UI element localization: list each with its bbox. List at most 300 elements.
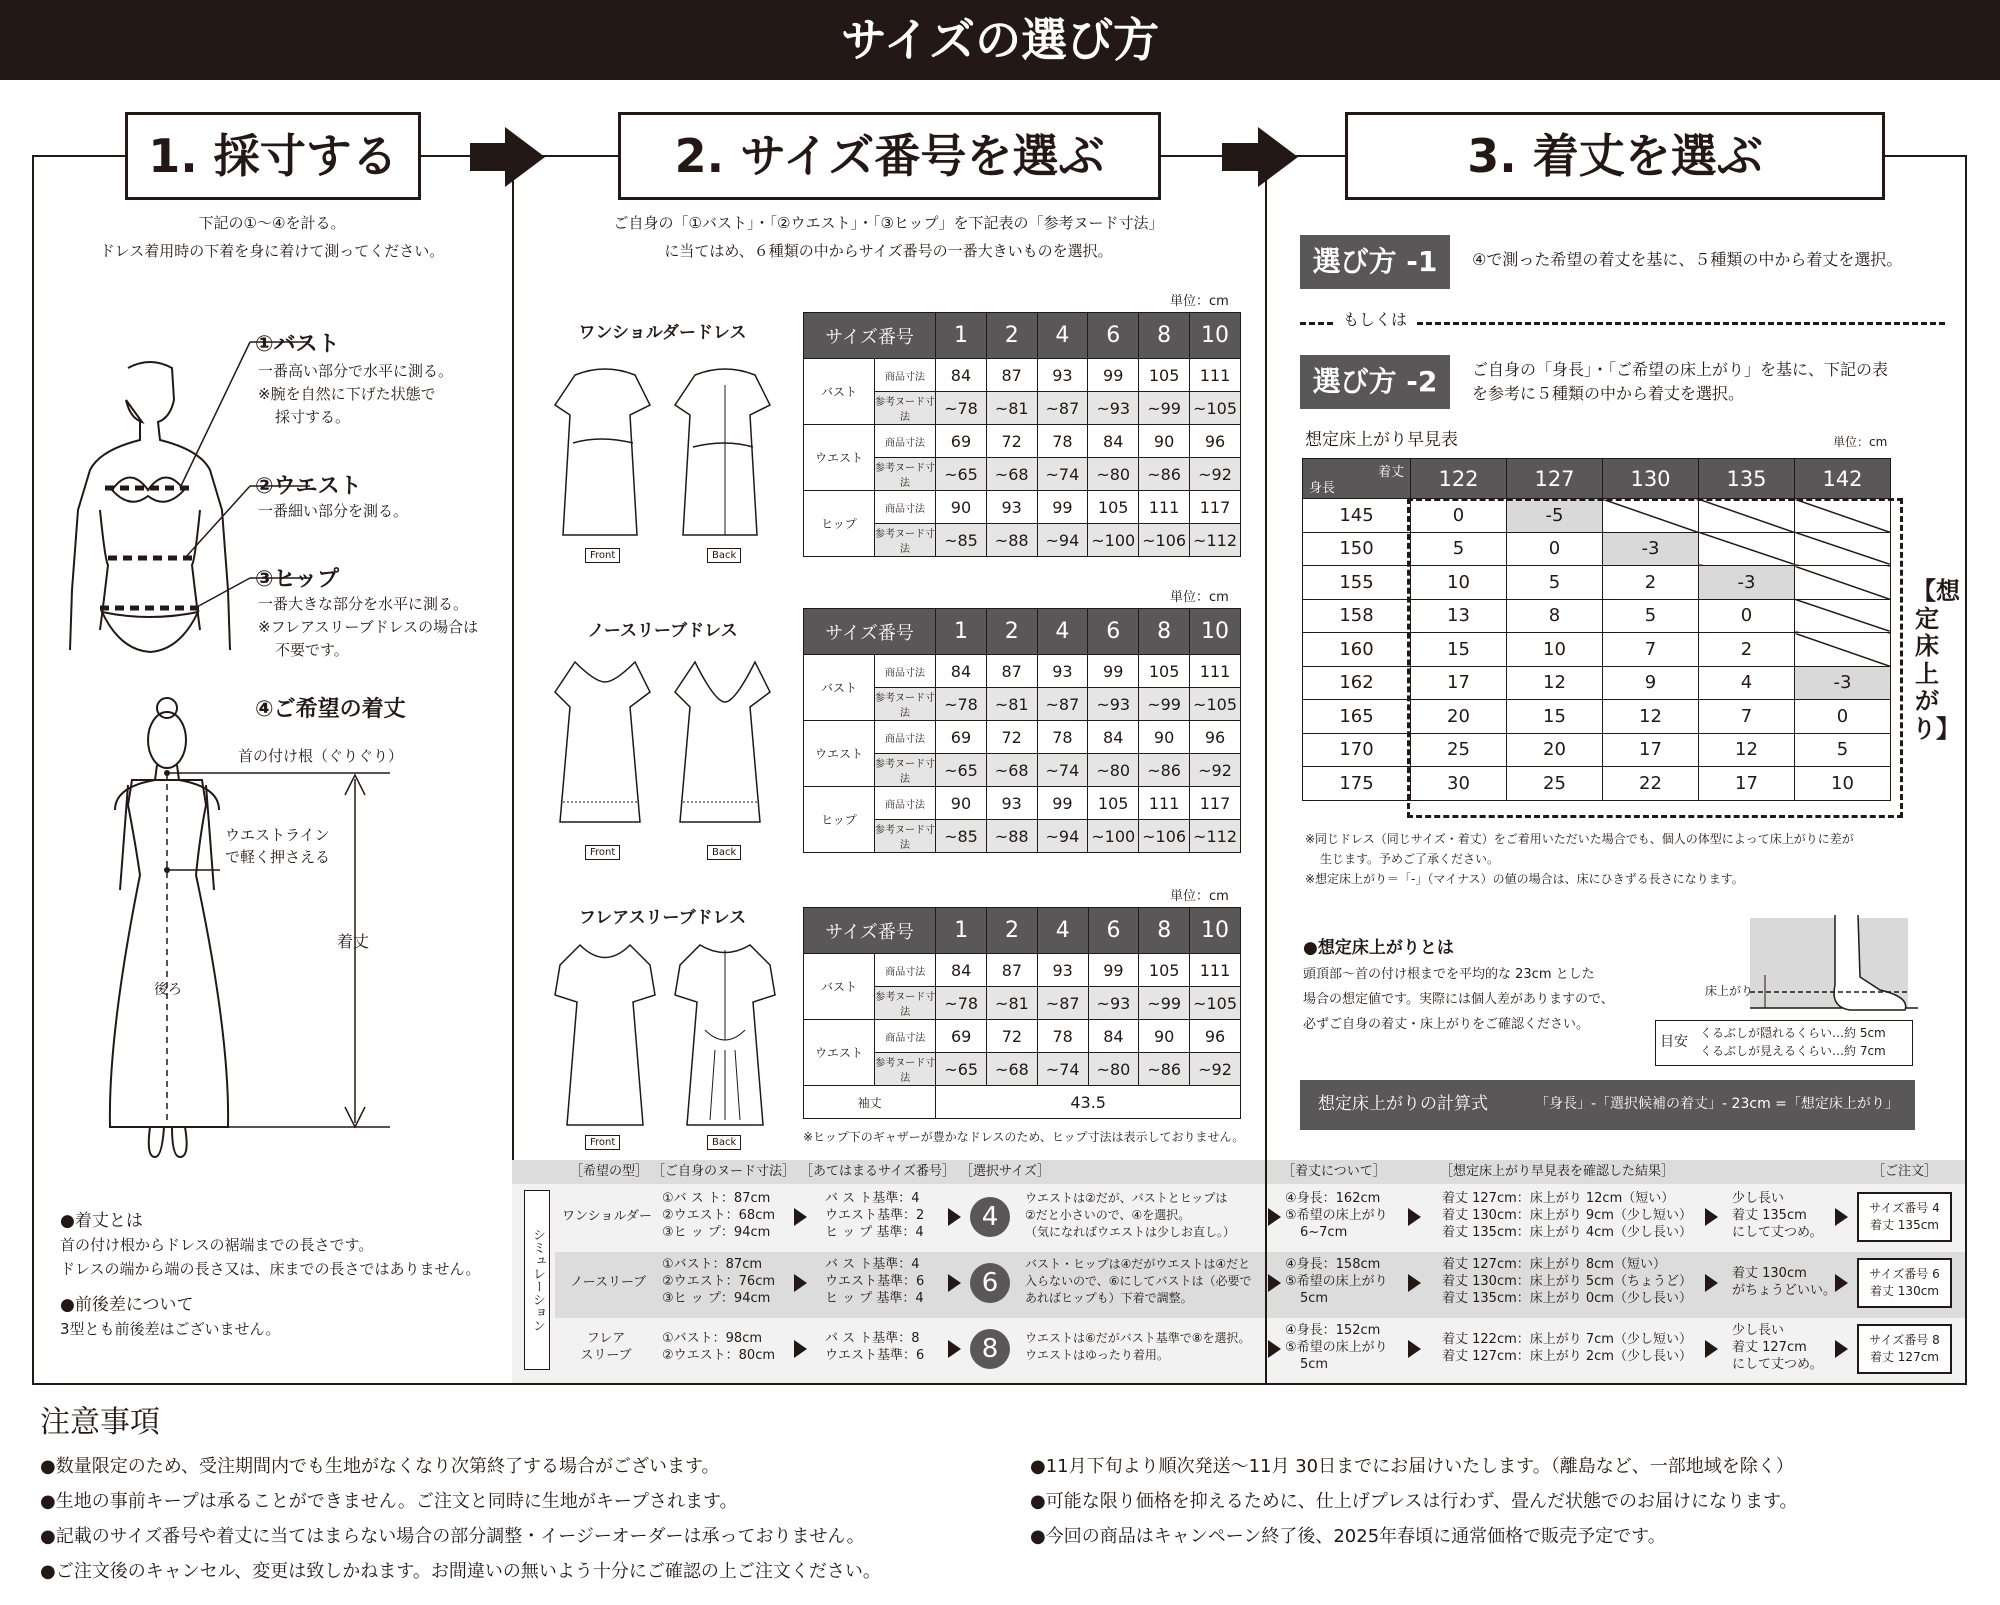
sim-head: ［ご自身のヌード寸法］	[652, 1164, 796, 1179]
cell: -3	[1699, 566, 1795, 600]
size-col: 1	[936, 609, 987, 655]
notes-left-1: ●生地の事前キープは承ることができません。ご注文と同時に生地がキープされます。	[40, 1491, 738, 1512]
notes-right-1: ●可能な限り価格を抑えるために、仕上げプレスは行わず、畳んだ状態でのお届けになります。	[1030, 1491, 1798, 1512]
waistline-label-2: で軽く押さえる	[225, 848, 331, 866]
back-label: Back	[707, 548, 741, 563]
arrow-icon	[948, 1274, 961, 1292]
cell: 111	[1190, 655, 1241, 688]
cell: 5	[1507, 566, 1603, 600]
cell: 72	[987, 1020, 1038, 1053]
cell: 111	[1190, 359, 1241, 392]
cell: 69	[936, 425, 987, 458]
cell: ~93	[1088, 987, 1139, 1020]
sim-r1-result-1: 着丈 130cm：床上がり 9cm（少し短い）	[1442, 1208, 1692, 1223]
cell: 90	[936, 787, 987, 820]
cell: 93	[986, 491, 1037, 524]
sim-r1-result-0: 着丈 127cm：床上がり 12cm（短い）	[1442, 1191, 1675, 1206]
nude-size-label: 参考ヌード寸法	[874, 820, 935, 853]
cell: ~87	[1037, 392, 1088, 425]
note-diff-title: ●前後差について	[60, 1295, 194, 1315]
sim-r1-reason-2: （気になればウエストは少しお直し。）	[1025, 1225, 1236, 1239]
floor-note-2: ※想定床上がり＝「-」（マイナス）の値の場合は、床にひきずる長さになります。	[1305, 872, 1744, 886]
notes-left-3: ●ご注文後のキャンセル、変更は致しかねます。お間違いの無いよう十分にご確認の上ご注文ください。	[40, 1561, 881, 1582]
size-col: 4	[1037, 313, 1088, 359]
cell: 87	[986, 359, 1037, 392]
row-head: 158	[1303, 599, 1411, 633]
sim-r2-choice-1: がちょうどいい。	[1732, 1283, 1837, 1298]
dress-one-shoulder-name: ワンショルダードレス	[578, 323, 747, 343]
size-col: 2	[986, 609, 1037, 655]
sim-r1-order-1: 着丈 135cm	[1869, 1217, 1939, 1232]
arrow-icon	[948, 1340, 961, 1358]
cell: -3	[1603, 532, 1699, 566]
arrow-icon	[1408, 1340, 1421, 1358]
cell: 17	[1411, 666, 1507, 700]
cell: 5	[1795, 733, 1891, 767]
nude-size-label: 参考ヌード寸法	[874, 688, 935, 721]
cell: 15	[1507, 700, 1603, 734]
sim-r2-type: ノースリーブ	[570, 1275, 647, 1290]
sim-head: ［希望の型］	[570, 1164, 649, 1179]
arrow-icon	[1705, 1274, 1718, 1292]
simulation-label: シミュレーション	[524, 1190, 550, 1370]
cell: ~81	[986, 688, 1037, 721]
size-header: サイズ番号	[804, 908, 936, 954]
nude-size-label: 参考ヌード寸法	[874, 458, 935, 491]
waist-desc-1: 一番細い部分を測る。	[258, 502, 409, 520]
cell: 22	[1603, 767, 1699, 801]
cell: 4	[1699, 666, 1795, 700]
method-1-desc: ④で測った希望の着丈を基に、５種類の中から着丈を選択。	[1472, 250, 1903, 269]
cell: ~81	[987, 987, 1038, 1020]
arrow-icon	[1268, 1340, 1281, 1358]
method-2-desc-2: を参考に５種類の中から着丈を選択。	[1472, 384, 1745, 403]
floor-note-1b: 生じます。予めご了承ください。	[1320, 852, 1500, 866]
sim-r3-order-0: サイズ番号 8	[1869, 1333, 1940, 1347]
corner-top: 着丈	[1377, 465, 1404, 480]
cell: 17	[1603, 733, 1699, 767]
row-head: 162	[1303, 666, 1411, 700]
size-intro-1: ご自身の「①バスト」・「②ウエスト」・「③ヒップ」を下記表の「参考ヌード寸法」	[613, 214, 1164, 232]
cat-bust: バスト	[804, 954, 875, 1020]
cell: 105	[1139, 359, 1190, 392]
neck-label: 首の付け根（ぐりぐり）	[238, 747, 404, 765]
cell: ~78	[936, 987, 987, 1020]
notes-right-0: ●11月下旬より順次発送～11月 30日までにお届けいたします。（離島など、一部地域を除く）	[1030, 1456, 1794, 1477]
arrow-icon	[794, 1274, 807, 1292]
sim-r1-match-2: ヒ ッ プ 基準：4	[825, 1225, 924, 1240]
cell: ~87	[1037, 688, 1088, 721]
calc-formula: 「身長」-「選択候補の着丈」- 23cm =「想定床上がり」	[1535, 1096, 1899, 1112]
hip-desc-3: 不要です。	[275, 641, 349, 659]
sim-r3-len-1: ⑤希望の床上がり	[1285, 1340, 1388, 1355]
dress-flare-sleeve-name: フレアスリーブドレス	[578, 908, 747, 928]
guide-line-1: くるぶしが隠れるくらい…約 5cm	[1700, 1026, 1886, 1040]
cell: 13	[1411, 599, 1507, 633]
nude-size-label: 参考ヌード寸法	[875, 987, 936, 1020]
sim-head: ［想定床上がり早見表を確認した結果］	[1440, 1164, 1675, 1179]
cell: 105	[1088, 491, 1139, 524]
size-table-flare-sleeve	[803, 907, 1241, 1119]
sim-r2-nude-1: ②ウエスト：76cm	[662, 1274, 776, 1289]
sim-r1-choice-0: 少し長い	[1732, 1191, 1785, 1206]
front-body-illustration	[60, 360, 240, 660]
cell: ~68	[986, 754, 1037, 787]
product-size-label: 商品寸法	[874, 425, 935, 458]
arrow-2-bar	[1222, 143, 1262, 171]
sim-divider	[1265, 1160, 1267, 1383]
size-col: 4	[1037, 609, 1088, 655]
cell: ~94	[1037, 524, 1088, 557]
sim-r2-result-2: 着丈 135cm：床上がり 0cm（少し長い）	[1442, 1291, 1692, 1306]
cell: 8	[1507, 599, 1603, 633]
cell: 96	[1190, 425, 1241, 458]
cell: 117	[1190, 787, 1241, 820]
sim-r3-choice-1: 着丈 127cm	[1732, 1340, 1807, 1355]
cell: 69	[936, 721, 987, 754]
cell: 111	[1190, 954, 1241, 987]
product-size-label: 商品寸法	[874, 721, 935, 754]
sim-head: ［選択サイズ］	[960, 1164, 1050, 1179]
cell: ~105	[1190, 987, 1241, 1020]
arrow-icon	[1705, 1340, 1718, 1358]
cell: ~88	[986, 524, 1037, 557]
cell: 93	[986, 787, 1037, 820]
sim-r1-len-0: ④身長：162cm	[1285, 1191, 1381, 1206]
guide-title: 目安	[1660, 1034, 1688, 1050]
product-size-label: 商品寸法	[874, 359, 935, 392]
size-col: 2	[986, 313, 1037, 359]
cell: 10	[1795, 767, 1891, 801]
size-col: 1	[936, 313, 987, 359]
col-head: 127	[1507, 459, 1603, 499]
cell: ~65	[936, 458, 987, 491]
cell: 78	[1037, 1020, 1088, 1053]
sim-r1-order-0: サイズ番号 4	[1869, 1201, 1940, 1215]
sim-r2-match-2: ヒ ッ プ 基準：4	[825, 1291, 924, 1306]
size-col: 6	[1088, 313, 1139, 359]
cell: ~86	[1139, 1053, 1190, 1086]
floor-unit: 単位：cm	[1833, 435, 1888, 449]
method-2-desc-1: ご自身の「身長」・「ご希望の床上がり」を基に、下記の表	[1472, 360, 1889, 379]
cell: 90	[1139, 425, 1190, 458]
cell: ~100	[1088, 524, 1139, 557]
cell: 99	[1037, 787, 1088, 820]
cell: ~106	[1139, 820, 1190, 853]
sim-r1-result-2: 着丈 135cm：床上がり 4cm（少し長い）	[1442, 1225, 1692, 1240]
row-head: 165	[1303, 700, 1411, 734]
measure-intro-1: 下記の①～④を計る。	[198, 214, 346, 232]
flare-sleeve-dress-illustration	[555, 940, 775, 1135]
floor-table-title: 想定床上がり早見表	[1305, 430, 1458, 450]
cell: ~85	[936, 524, 987, 557]
cell: ~93	[1088, 688, 1139, 721]
cell: ~106	[1139, 524, 1190, 557]
sim-r3-reason-1: ウエストはゆったり着用。	[1025, 1348, 1169, 1362]
notes-left-0: ●数量限定のため、受注期間内でも生地がなくなり次第終了する場合がございます。	[40, 1456, 720, 1477]
hip-desc-1: 一番大きな部分を水平に測る。	[258, 595, 469, 613]
product-size-label: 商品寸法	[875, 954, 936, 987]
arrow-icon	[794, 1208, 807, 1226]
cell: 30	[1411, 767, 1507, 801]
sim-r2-match-0: バ ス ト基準：4	[825, 1257, 920, 1272]
sim-r3-match-1: ウエスト基準：6	[825, 1348, 925, 1363]
sim-r3-size-number: 8	[970, 1329, 1010, 1369]
sim-r2-order-1: 着丈 130cm	[1869, 1283, 1939, 1298]
cell: -3	[1795, 666, 1891, 700]
arrow-right-icon	[505, 127, 545, 187]
cell: 117	[1190, 491, 1241, 524]
product-size-label: 商品寸法	[874, 655, 935, 688]
note-length-desc-1: 首の付け根からドレスの裾端までの長さです。	[60, 1236, 374, 1254]
cell: 90	[1139, 1020, 1190, 1053]
arrow-right-icon	[1258, 127, 1298, 187]
cell: 84	[1088, 721, 1139, 754]
sim-r2-reason-2: あればヒップも）下着で調整。	[1025, 1291, 1193, 1305]
cell: 93	[1037, 359, 1088, 392]
cat-bust: バスト	[804, 359, 875, 425]
nude-size-label: 参考ヌード寸法	[875, 1053, 936, 1086]
cell: 25	[1411, 733, 1507, 767]
cell: 99	[1088, 655, 1139, 688]
cell: 84	[1088, 425, 1139, 458]
notes-title: 注意事項	[40, 1405, 160, 1440]
cat-bust: バスト	[804, 655, 875, 721]
row-head: 155	[1303, 566, 1411, 600]
front-label: Front	[585, 548, 620, 563]
notes-left-2: ●記載のサイズ番号や着丈に当てはまらない場合の部分調整・イージーオーダーは承っておりません。	[40, 1526, 865, 1547]
col-head: 130	[1603, 459, 1699, 499]
cell: 84	[936, 655, 987, 688]
cell: ~80	[1088, 754, 1139, 787]
page-title: サイズの選び方	[0, 0, 2000, 80]
measure-intro-2: ドレス着用時の下着を身に着けて測ってください。	[99, 242, 445, 260]
cell: ~78	[936, 392, 987, 425]
size-table-one-shoulder	[803, 312, 1241, 557]
cell: ~80	[1088, 458, 1139, 491]
size-col: 4	[1037, 908, 1088, 954]
cell: ~85	[936, 820, 987, 853]
size-col: 10	[1190, 313, 1241, 359]
cell: 15	[1411, 633, 1507, 667]
arrow-1-bar	[470, 143, 510, 171]
sim-r2-order-0: サイズ番号 6	[1869, 1267, 1940, 1281]
sim-r2-size-number: 6	[970, 1263, 1010, 1303]
or-label: もしくは	[1335, 308, 1415, 333]
waist-title: ②ウエスト	[255, 474, 362, 499]
cell: 99	[1037, 491, 1088, 524]
floor-side-label: 【想定床上がり】	[1912, 577, 1960, 743]
size-table-sleeveless	[803, 608, 1241, 853]
arrow-icon	[1268, 1208, 1281, 1226]
bust-title: ①バスト	[255, 332, 340, 357]
sleeve-label: 袖丈	[804, 1086, 936, 1119]
calc-title: 想定床上がりの計算式	[1318, 1094, 1488, 1114]
sim-r2-match-1: ウエスト基準：6	[825, 1274, 925, 1289]
cell: 105	[1139, 954, 1190, 987]
sim-r3-order	[1857, 1324, 1952, 1374]
sim-r2-reason-0: バスト・ヒップは④だがウエストは④だと	[1025, 1257, 1251, 1271]
size-col: 10	[1190, 609, 1241, 655]
arrow-icon	[794, 1340, 807, 1358]
what-floor-desc-1: 頭頂部～首の付け根までを平均的な 23cm とした	[1303, 967, 1595, 982]
size-col: 6	[1088, 609, 1139, 655]
sim-r3-len-0: ④身長：152cm	[1285, 1323, 1381, 1338]
cell: ~112	[1190, 820, 1241, 853]
sim-r3-result-1: 着丈 127cm：床上がり 2cm（少し長い）	[1442, 1349, 1692, 1364]
size-col: 6	[1088, 908, 1139, 954]
row-head: 170	[1303, 733, 1411, 767]
back-label: 後ろ	[154, 982, 182, 998]
sim-r1-order	[1857, 1192, 1952, 1242]
row-head: 160	[1303, 633, 1411, 667]
cell: 12	[1699, 733, 1795, 767]
size-col: 8	[1139, 313, 1190, 359]
cell: ~94	[1037, 820, 1088, 853]
cell: ~99	[1139, 987, 1190, 1020]
sim-head: ［ご注文］	[1872, 1164, 1938, 1179]
cell: ~81	[986, 392, 1037, 425]
step-2-heading: 2. サイズ番号を選ぶ	[618, 112, 1161, 200]
cell: 0	[1795, 700, 1891, 734]
floor-highlight-box	[1407, 498, 1903, 818]
arrow-icon	[1408, 1208, 1421, 1226]
sim-r1-choice-1: 着丈 135cm	[1732, 1208, 1807, 1223]
note-length-desc-2: ドレスの端から端の長さ又は、床までの長さではありません。	[60, 1260, 481, 1278]
arrow-icon	[1705, 1208, 1718, 1226]
sim-r3-type-2: スリーブ	[580, 1348, 632, 1363]
sim-r1-nude-0: ①バ ス ト：87cm	[662, 1191, 771, 1206]
cell: 20	[1507, 733, 1603, 767]
cell: 111	[1139, 491, 1190, 524]
cell: ~92	[1190, 754, 1241, 787]
sim-r2-choice-0: 着丈 130cm	[1732, 1266, 1807, 1281]
cell: -5	[1507, 499, 1603, 533]
sleeveless-dress-illustration	[555, 652, 775, 842]
bust-desc-3: 採寸する。	[275, 408, 351, 426]
cell: ~74	[1037, 458, 1088, 491]
arrow-icon	[1268, 1274, 1281, 1292]
sim-r2-len-2: 5cm	[1300, 1291, 1329, 1306]
floor-note-1: ※同じドレス（同じサイズ・着丈）をご着用いただいた場合でも、個人の体型によって床上がりに差が	[1305, 832, 1854, 846]
unit-label: 単位：cm	[1170, 590, 1229, 605]
size-header: サイズ番号	[804, 313, 936, 359]
cell: 96	[1190, 1020, 1241, 1053]
cell: 69	[936, 1020, 987, 1053]
unit-label: 単位：cm	[1170, 889, 1229, 904]
cell: ~92	[1190, 458, 1241, 491]
cell: 20	[1411, 700, 1507, 734]
cell: 78	[1037, 721, 1088, 754]
sim-r3-choice-0: 少し長い	[1732, 1323, 1785, 1338]
product-size-label: 商品寸法	[875, 1020, 936, 1053]
arrow-icon	[948, 1208, 961, 1226]
nude-size-label: 参考ヌード寸法	[874, 392, 935, 425]
cell: ~80	[1088, 1053, 1139, 1086]
cell: ~99	[1139, 688, 1190, 721]
cell: 84	[936, 359, 987, 392]
what-floor-desc-3: 必ずご自身の着丈・床上がりをご確認ください。	[1303, 1017, 1590, 1032]
unit-label: 単位：cm	[1170, 294, 1229, 309]
cell: ~100	[1088, 820, 1139, 853]
col-head: 142	[1795, 459, 1891, 499]
cell: ~68	[987, 1053, 1038, 1086]
dress-sleeveless-name: ノースリーブドレス	[587, 621, 738, 641]
size-footnote: ※ヒップ下のギャザーが豊かなドレスのため、ヒップ寸法は表示しておりません。	[803, 1130, 1245, 1144]
sim-r3-reason-0: ウエストは⑥だがバスト基準で⑧を選択。	[1025, 1331, 1251, 1345]
cat-waist: ウエスト	[804, 425, 875, 491]
size-col: 8	[1139, 609, 1190, 655]
sim-r1-match-0: バ ス ト基準：4	[825, 1191, 920, 1206]
size-header: サイズ番号	[804, 609, 936, 655]
sim-r2-reason-1: 入らないので、⑥にしてバストは（必要で	[1025, 1274, 1252, 1288]
step-1-heading: 1. 採寸する	[125, 112, 421, 200]
cell: 2	[1603, 566, 1699, 600]
sim-r2-result-1: 着丈 130cm：床上がり 5cm（ちょうど）	[1442, 1274, 1692, 1289]
cell: 2	[1699, 633, 1795, 667]
one-shoulder-dress-illustration	[555, 355, 775, 545]
method-2-badge: 選び方 -2	[1300, 355, 1450, 409]
cell: ~112	[1190, 524, 1241, 557]
sim-r1-len-1: ⑤希望の床上がり	[1285, 1208, 1388, 1223]
sim-r3-match-0: バ ス ト基準：8	[825, 1331, 920, 1346]
cell: 10	[1507, 633, 1603, 667]
cell: 7	[1603, 633, 1699, 667]
sim-r1-nude-2: ③ヒ ッ プ：94cm	[662, 1225, 771, 1240]
sim-r1-match-1: ウエスト基準：2	[825, 1208, 925, 1223]
corner-cell	[1303, 459, 1411, 499]
arrow-icon	[1408, 1274, 1421, 1292]
cell: 25	[1507, 767, 1603, 801]
product-size-label: 商品寸法	[874, 491, 935, 524]
cell: 105	[1088, 787, 1139, 820]
cat-hip: ヒップ	[804, 787, 875, 853]
cell: 9	[1603, 666, 1699, 700]
size-col: 8	[1139, 908, 1190, 954]
sim-r2-len-0: ④身長：158cm	[1285, 1257, 1381, 1272]
nude-size-label: 参考ヌード寸法	[874, 524, 935, 557]
cell: 87	[986, 655, 1037, 688]
row-head: 175	[1303, 767, 1411, 801]
hip-title: ③ヒップ	[255, 567, 339, 592]
size-intro-2: に当てはめ、６種類の中からサイズ番号の一番大きいものを選択。	[664, 242, 1113, 260]
size-col: 2	[987, 908, 1038, 954]
note-length-title: ●着丈とは	[60, 1211, 143, 1231]
sim-r1-reason-0: ウエストは②だが、バストとヒップは	[1025, 1191, 1228, 1205]
cell: 87	[987, 954, 1038, 987]
what-floor-desc-2: 場合の想定値です。実際には個人差がありますので、	[1303, 992, 1614, 1007]
col-head: 135	[1699, 459, 1795, 499]
length-label: 着丈	[337, 932, 370, 951]
hip-desc-2: ※フレアスリーブドレスの場合は	[258, 618, 479, 636]
arrow-icon	[1835, 1274, 1848, 1292]
corner-bottom: 身長	[1309, 481, 1336, 496]
cell: 93	[1037, 954, 1088, 987]
cell: 84	[1088, 1020, 1139, 1053]
sim-r2-order	[1857, 1258, 1952, 1308]
sim-r1-type: ワンショルダー	[562, 1209, 652, 1224]
sim-r3-nude-0: ①バスト：98cm	[662, 1331, 763, 1346]
bust-desc-2: ※腕を自然に下げた状態で	[258, 385, 436, 403]
sim-r2-len-1: ⑤希望の床上がり	[1285, 1274, 1388, 1289]
cell: 78	[1037, 425, 1088, 458]
step-3-heading: 3. 着丈を選ぶ	[1345, 112, 1885, 200]
sim-r3-nude-1: ②ウエスト：80cm	[662, 1348, 776, 1363]
cell: ~105	[1190, 688, 1241, 721]
cell: ~65	[936, 1053, 987, 1086]
col-head: 122	[1411, 459, 1507, 499]
floor-rise-label: 床上がり	[1705, 984, 1754, 998]
